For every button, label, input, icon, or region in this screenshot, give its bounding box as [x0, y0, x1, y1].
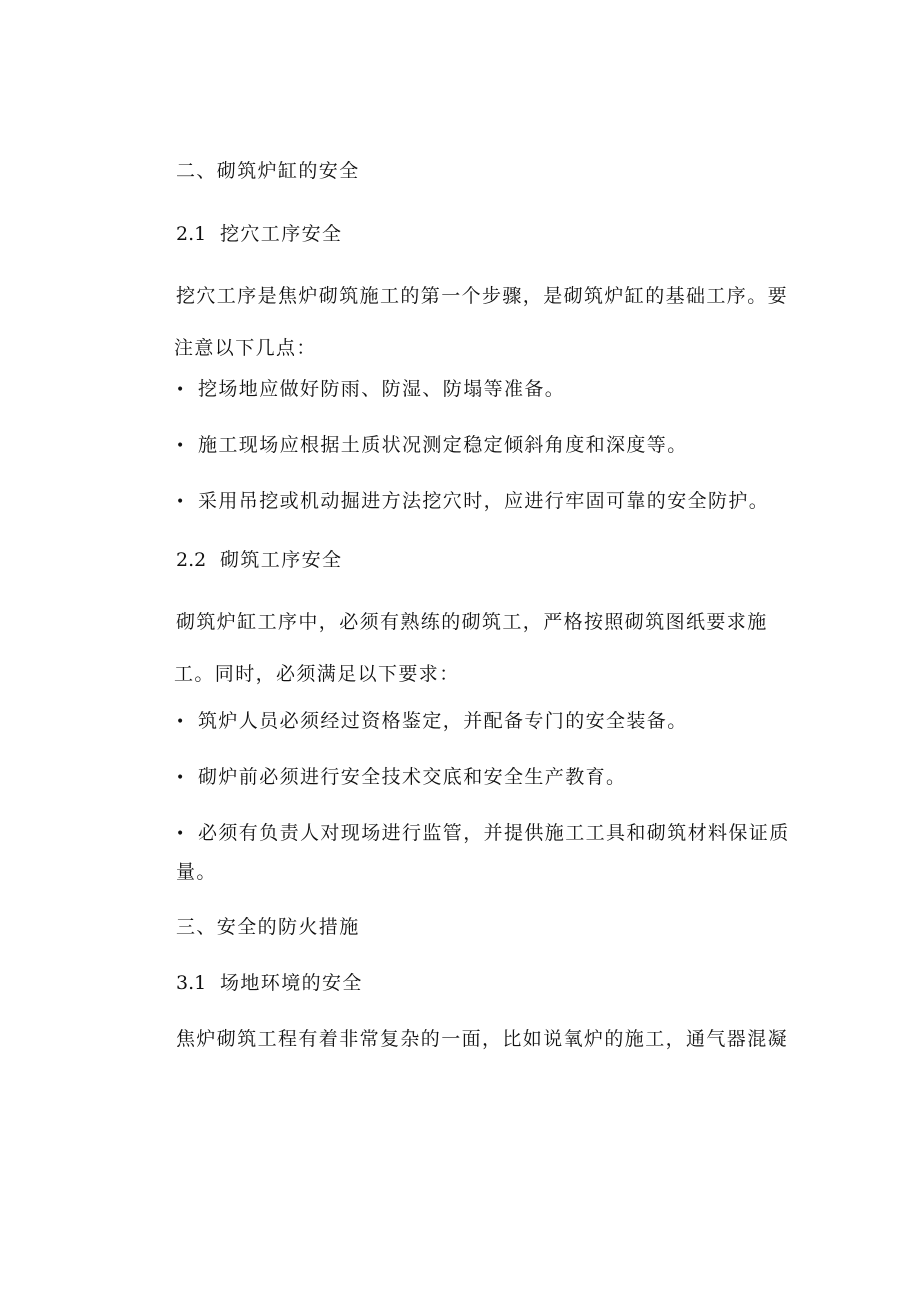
paragraph-3-1 [176, 1013, 788, 1065]
subsection-title: 场地环境的安全 [220, 972, 363, 994]
list-item-text: 筑炉人员必须经过资格鉴定，并配备专门的安全装备。 [198, 710, 688, 732]
subsection-2-1-heading [176, 221, 342, 247]
section-2-heading: 二、砌筑炉缸的安全 [176, 160, 360, 182]
section-3-heading: 三、安全的防火措施 [176, 916, 360, 938]
list-item [176, 751, 626, 804]
paragraph-line: 焦炉砌筑工程有着非常复杂的一面，比如说氧炉的施工，通气器混凝 [176, 1028, 789, 1050]
subsection-3-1-heading [176, 970, 363, 996]
subsection-title: 挖穴工序安全 [220, 223, 343, 245]
list-item-continuation [176, 846, 217, 898]
list-item-text: 施工现场应根据土质状况测定稳定倾斜角度和深度等。 [198, 434, 688, 456]
list-item-text: 挖场地应做好防雨、防湿、防塌等准备。 [198, 378, 566, 400]
list-item [176, 807, 790, 860]
paragraph-line: 砌筑炉缸工序中，必须有熟练的砌筑工，严格按照砌筑图纸要求施 [176, 611, 768, 633]
bullet-icon: • [176, 714, 186, 730]
bullet-icon: • [176, 494, 186, 510]
bullet-icon: • [176, 382, 186, 398]
list-item [176, 475, 769, 528]
list-item-text: 采用吊挖或机动掘进方法挖穴时，应进行牢固可靠的安全防护。 [198, 490, 770, 512]
bullet-icon: • [176, 770, 186, 786]
paragraph-2-1 [176, 270, 788, 374]
list-item [176, 695, 688, 748]
list-item [176, 363, 565, 416]
subsection-number: 2.2 [176, 549, 207, 571]
paragraph-line: 注意以下几点： [174, 337, 317, 359]
list-item-text: 量。 [176, 861, 217, 883]
list-item-text: 必须有负责人对现场进行监管，并提供施工工具和砌筑材料保证质 [198, 822, 790, 844]
subsection-number: 2.1 [176, 223, 207, 245]
list-item [176, 419, 688, 472]
subsection-title: 砌筑工序安全 [220, 549, 343, 571]
list-item-text: 砌炉前必须进行安全技术交底和安全生产教育。 [198, 766, 627, 788]
bullet-icon: • [176, 826, 186, 842]
paragraph-line: 工。同时，必须满足以下要求： [174, 663, 460, 685]
paragraph-2-2 [176, 596, 788, 700]
paragraph-line: 挖穴工序是焦炉砌筑施工的第一个步骤，是砌筑炉缸的基础工序。要 [176, 285, 789, 307]
subsection-2-2-heading [176, 547, 342, 573]
subsection-number: 3.1 [176, 972, 207, 994]
bullet-icon: • [176, 438, 186, 454]
